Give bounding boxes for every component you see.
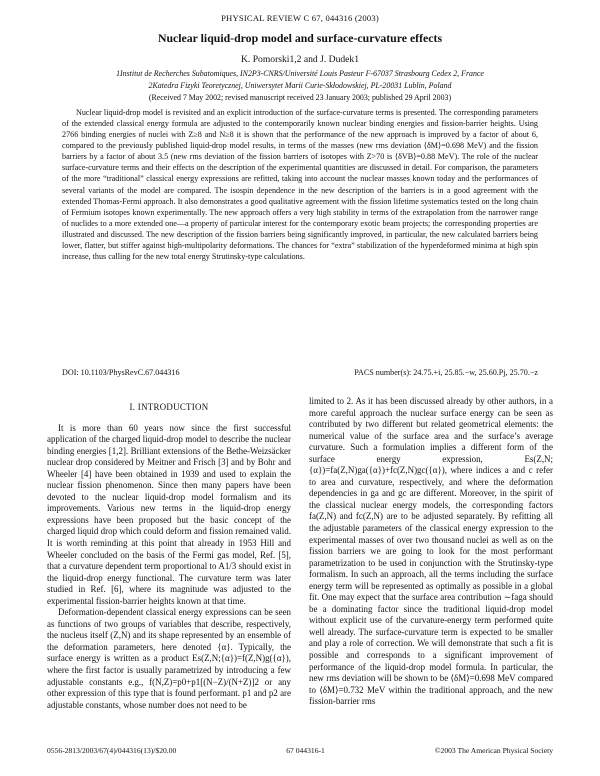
doi-link[interactable]: DOI: 10.1103/PhysRevC.67.044316 <box>62 368 180 377</box>
abstract-text: Nuclear liquid-drop model is revisited and an explicit introduction of the surface-curvature terms is presented. The corresponding parameters of the extended classical energy formula are adjusted to the contemporarily known nuclear binding energies and fission-barrier heights. Using 2766 binding energies of nuclei with Z≥8 and N≥8 it is shown that the performance of the new approach is improved by a factor of about 6, compared to the previously published liquid-drop model results, in terms of the masses (new rms deviation ⟨δM⟩=0.698 MeV) and the fission barriers by a factor of about 3.5 (new rms deviation of the fission barriers of isotopes with Z>70 is ⟨δVB⟩=0.88 MeV). The role of the nuclear surface-curvature terms and their effects on the description of the experimental quantities are discussed in detail. For comparison, the parameters of the more “traditional” classical energy expressions are refitted, taking into account the nuclear masses known today and the performances of several variants of the model are compared. The isospin dependence in the new description of the barriers is in a good agreement with the extended Thomas-Fermi approach. It also demonstrates a good qualitative agreement with the fission lifetime systematics tested on the long chain of Fermium isotopes known experimentally. The new approach offers a very high stability in terms of the extrapolation from the narrower range of nuclides to a more extended one—a property of particular interest for the contemporary exotic beam projects; the corresponding properties are illustrated and discussed. The new description of the fission barriers being significantly improved, in particular, the new calculated barriers being lower, flatter, but stiffer against high-multipolarity deformations. The chances for “extra” stabilization of the hyperdeformed minima at high spin increase, thus calling for the new total energy Strutinsky-type calculations. <box>62 108 538 262</box>
abstract <box>62 107 538 262</box>
intro-paragraph-1: It is more than 60 years now since the first successful application of the charged liquid-drop model to describe the nuclear binding energies [1,2]. Brilliant extensions of the Bethe-Weizsäcker nuclear drop considered by Meitner and Frisch [3] and by Bohr and Wheeler [4] have been obtained in 1939 and used to explain the nuclear fission phenomenon. Since then many papers have been devoted to the nuclear liquid-drop model formalism and its improvements. Various new terms in the liquid-drop energy expressions have been proposed but the basic concept of the charged liquid drop which could deform and fission remained valid. It is worth reminding at this point that already in 1953 Hill and Wheeler concluded on the basis of the Fermi gas model, Ref. [5], that a curvature dependent term proportional to A1/3 should exist in the liquid-drop energy functional. The curvature term was later studied in Ref. [6], where its magnitude was adjusted to the experimental fission-barrier heights known at that time. <box>47 422 291 606</box>
author-list: K. Pomorski1,2 and J. Dudek1 <box>240 54 360 65</box>
left-column <box>47 394 291 711</box>
paper-title: Nuclear liquid-drop model and surface-curvature effects <box>157 31 443 45</box>
footer-code: 0556-2813/2003/67(4)/044316(13)/$20.00 <box>47 746 177 755</box>
pacs-numbers: PACS number(s): 24.75.+i, 25.85.−w, 25.60.Pj, 25.70.−z <box>354 368 538 377</box>
page-number: 67 044316-1 <box>286 746 325 755</box>
section-heading-introduction: I. INTRODUCTION <box>129 402 209 412</box>
copyright: ©2003 The American Physical Society <box>434 746 553 755</box>
intro-paragraph-continued: limited to 2. As it has been discussed already by other authors, in a more careful approach the nuclear surface energy can be seen as contributed by two different but related geometrical elements: the numerical value of the surface area and the surface’s average curvature. Such a formulation implies a different form of the surface energy expression, Es(Z,N;{α})=fa(Z,N)ga({α})+fc(Z,N)gc({α}), where indices a and c refer to area and curvature, respectively, and where the deformation dependencies in ga and gc are different. Moreover, in the spirit of the classical nuclear energy models, the corresponding factors fa(Z,N) and fc(Z,N) are to be adjusted separately. By refitting all the adjustable parameters of the classical energy expression to the experimental masses of over two thousand nuclei as well as on the fission barriers we are going to look for the most performant parametrization to be used in conjunction with the Strutinsky-type formalism. In such an approach, all the terms including the surface energy term will be represented as optimally as possible in a global fit. One may expect that the surface area contribution ∼faga should be a dominating factor since the traditional liquid-drop model without explicit use of the curvature-energy term performed quite well already. The surface-curvature term is expected to be smaller and play a role of correction. We will demonstrate that such a fit is possible and corresponds to a significant improvement of performance of the liquid-drop model formula. In particular, the new rms deviation will be shown to be ⟨δM⟩=0.698 MeV compared to ⟨δM⟩=0.732 MeV within the traditional approach, and the new fission-barrier rms <box>309 396 553 707</box>
affiliation-2: 2Katedra Fizyki Teoretycznej, Uniwersytet Marii Curie-Skłodowskiej, PL-20031 Lublin, Poland <box>148 81 452 90</box>
publication-dates: (Received 7 May 2002; revised manuscript received 23 January 2003; published 29 April 2003) <box>148 93 452 102</box>
affiliation-1: 1Institut de Recherches Subatomiques, IN2P3-CNRS/Université Louis Pasteur F-67037 Strasbourg Cedex 2, France <box>116 69 484 78</box>
doi-pacs-row <box>62 368 538 377</box>
page-footer <box>47 746 553 755</box>
running-head: PHYSICAL REVIEW C 67, 044316 (2003) <box>221 13 379 23</box>
right-column <box>309 396 553 708</box>
intro-paragraph-2: Deformation-dependent classical energy expressions can be seen as functions of two groups of variables that describe, respectively, the nucleus itself (Z,N) and its shape represented by an ensemble of the deformation parameters, here denoted {α}. Typically, the surface energy is written as a product Es(Z,N;{α})=f(Z,N)g({α}), where the first factor is usually parametrized by introducing a few adjustable constants e.g., f(N,Z)=p0+p1[(N−Z)/(N+Z)]2 or any other expression of this type that is found performant. p1 and p2 are adjustable constants, whose number does not need to be <box>47 607 291 710</box>
